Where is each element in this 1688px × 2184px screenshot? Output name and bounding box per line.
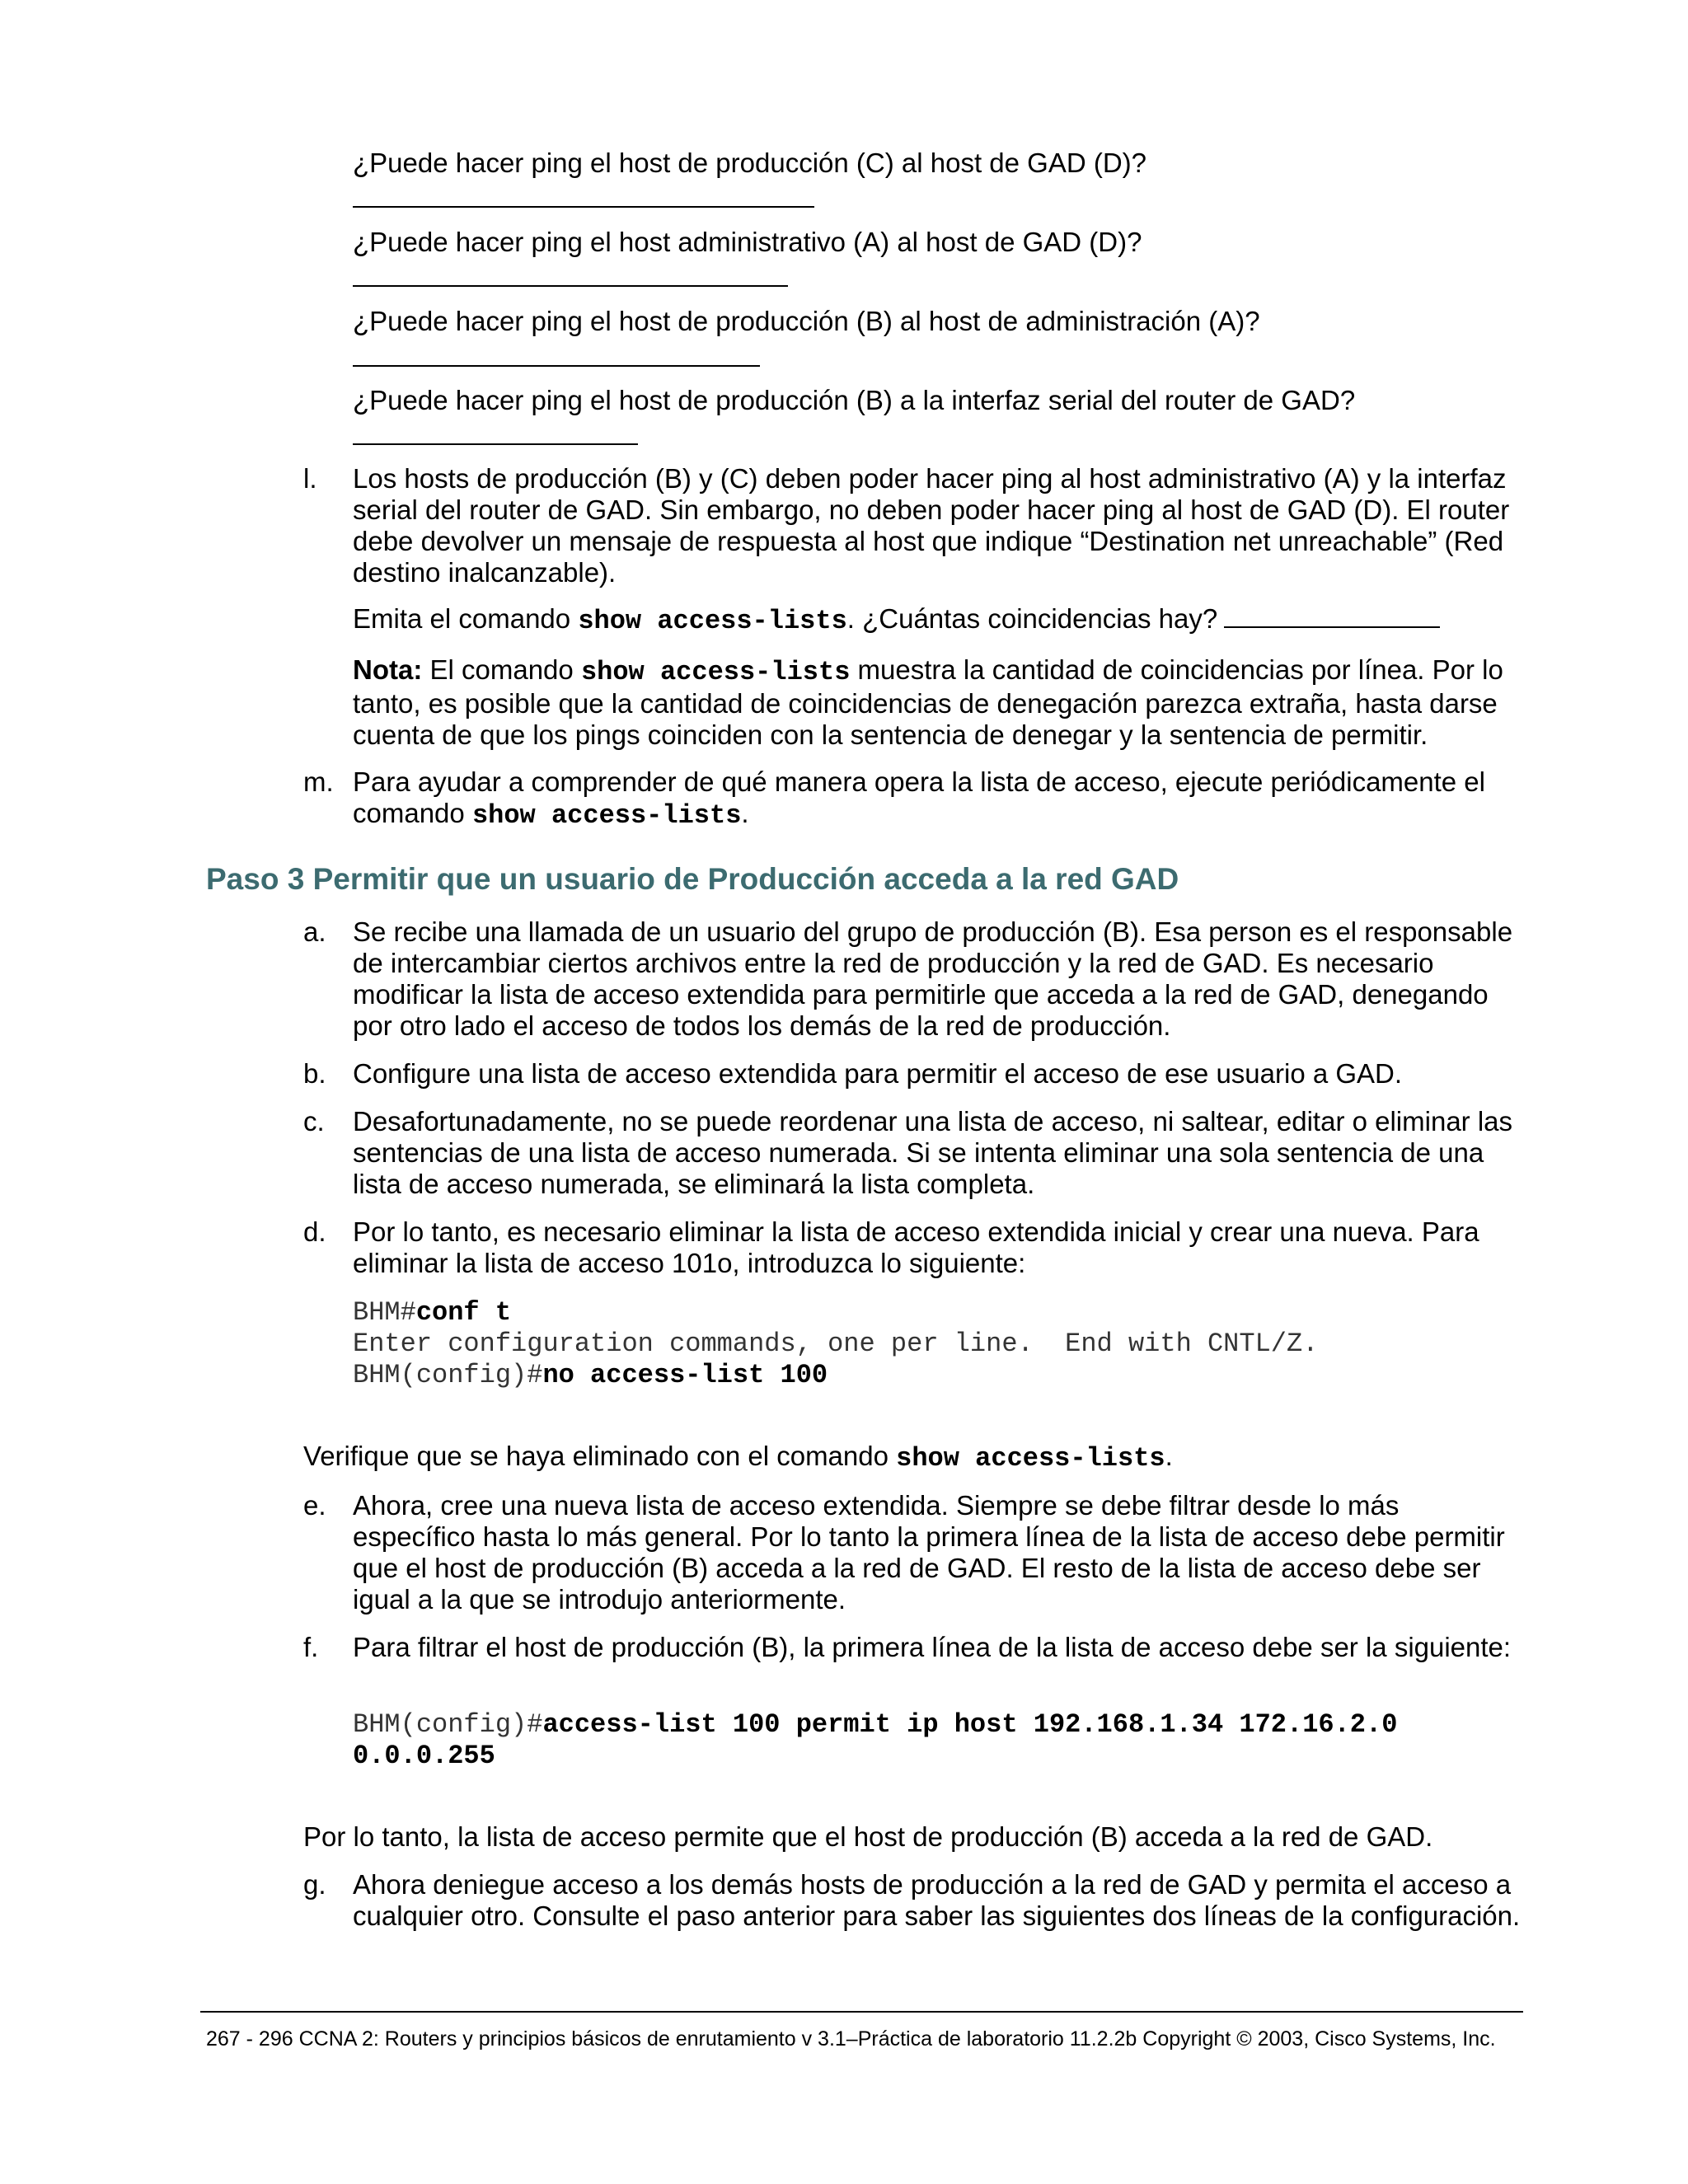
step-label: e. — [303, 1490, 326, 1521]
answer-blank-2[interactable] — [353, 285, 788, 287]
conclusion-line: Por lo tanto, la lista de acceso permite que el host de producción (B) acceda a la red de GAD. — [303, 1821, 1433, 1852]
step-3c: c. Desafortunadamente, no se puede reordenar una lista de acceso, ni saltear, editar o eliminar las sentencias de una lista de acceso numerada. Si se intenta eliminar una sola sentencia de una lista de acceso numerada, se eliminará la lista completa. — [303, 1106, 1513, 1199]
question-a-to-d: ¿Puede hacer ping el host administrativo (A) al host de GAD (D)? — [353, 227, 1142, 257]
command-text: show access-lists — [896, 1443, 1165, 1474]
question-b-to-serial: ¿Puede hacer ping el host de producción (B) a la interfaz serial del router de GAD? — [353, 385, 1356, 415]
emit-command-line: Emita el comando show access-lists. ¿Cuántas coincidencias hay? — [353, 603, 1523, 637]
answer-blank-5[interactable] — [1224, 605, 1440, 628]
command-text: show access-lists — [471, 800, 742, 831]
footer-divider — [200, 2011, 1523, 2013]
code-block-permit-host: BHM(config)#access-list 100 permit ip host 192.168.1.34 172.16.2.0 0.0.0.255 — [353, 1709, 1398, 1771]
step-3a: a. Se recibe una llamada de un usuario del grupo de producción (B). Esa person es el responsable de intercambiar ciertos archivos entre la red de producción y la red de GAD. Es necesario modificar la lista de acceso extendida para permitirle que acceda a la red de GAD, denegando por otro lado el acceso de todos los demás de la red de producción. — [303, 916, 1513, 1041]
step-label: d. — [303, 1216, 326, 1247]
step-label: f. — [303, 1632, 319, 1662]
step-label: l. — [303, 463, 317, 494]
page-footer: 267 - 296 CCNA 2: Routers y principios básicos de enrutamiento v 3.1–Práctica de laboratorio 11.2.2b Copyright © 2003, Cisco Systems, Inc. — [206, 2027, 1496, 2050]
section-heading: Paso 3 Permitir que un usuario de Producción acceda a la red GAD — [206, 862, 1179, 896]
step-label: g. — [303, 1869, 326, 1900]
step-3b: b. Configure una lista de acceso extendida para permitir el acceso de ese usuario a GAD. — [303, 1058, 1403, 1089]
note-paragraph: Nota: El comando show access-lists muestra la cantidad de coincidencias por línea. Por lo tanto, es posible que la cantidad de coincidencias de denegación parezca extraña, hasta darse cuenta de que los pings coinciden con la sentencia de denegar y la sentencia de permitir. — [353, 654, 1503, 750]
step-label: c. — [303, 1106, 325, 1137]
step-m — [303, 766, 1523, 832]
step-l — [303, 463, 1523, 588]
answer-blank-3[interactable] — [353, 365, 760, 367]
step-label: b. — [303, 1058, 326, 1089]
code-block-remove-acl: BHM#conf t Enter configuration commands, one per line. End with CNTL/Z. BHM(config)#no access-list 100 — [353, 1297, 1319, 1390]
verify-line: Verifique que se haya eliminado con el comando show access-lists. — [303, 1441, 1173, 1474]
command-text: show access-lists — [580, 657, 851, 687]
question-b-to-a: ¿Puede hacer ping el host de producción (B) al host de administración (A)? — [353, 306, 1260, 336]
question-c-to-d: ¿Puede hacer ping el host de producción (C) al host de GAD (D)? — [353, 148, 1146, 178]
answer-blank-4[interactable] — [353, 443, 638, 445]
step-3d: d. Por lo tanto, es necesario eliminar la lista de acceso extendida inicial y crear una nueva. Para eliminar la lista de acceso 101o, introduzca lo siguiente: — [303, 1216, 1479, 1278]
step-label: a. — [303, 916, 326, 947]
step-m-text: Para ayudar a comprender de qué manera opera la lista de acceso, ejecute periódicamente el comando show access-lists. — [353, 766, 1485, 831]
step-3e: e. Ahora, cree una nueva lista de acceso extendida. Siempre se debe filtrar desde lo más específico hasta lo más general. Por lo tanto la primera línea de la lista de acceso debe permitir que el host de producción (B) acceda a la red de GAD. El resto de la lista de acceso debe ser igual a la que se introdujo anteriormente. — [303, 1490, 1505, 1615]
step-3g: g. Ahora deniegue acceso a los demás hosts de producción a la red de GAD y permita el acceso a cualquier otro. Consulte el paso anterior para saber las siguientes dos líneas de la configuración. — [303, 1869, 1521, 1931]
step-label: m. — [303, 766, 334, 797]
note-label: Nota: — [353, 654, 423, 685]
answer-blank-1[interactable] — [353, 206, 814, 208]
step-l-text: Los hosts de producción (B) y (C) deben poder hacer ping al host administrativo (A) y la interfaz serial del router de GAD. Sin embargo, no deben poder hacer ping al host de GAD (D). El router debe devolver un mensaje de respuesta al host que indique “Destination net unreachable” (Red destino inalcanzable). — [353, 463, 1510, 588]
command-text: show access-lists — [578, 606, 847, 636]
step-3f: f. Para filtrar el host de producción (B), la primera línea de la lista de acceso debe ser la siguiente: — [303, 1632, 1512, 1662]
